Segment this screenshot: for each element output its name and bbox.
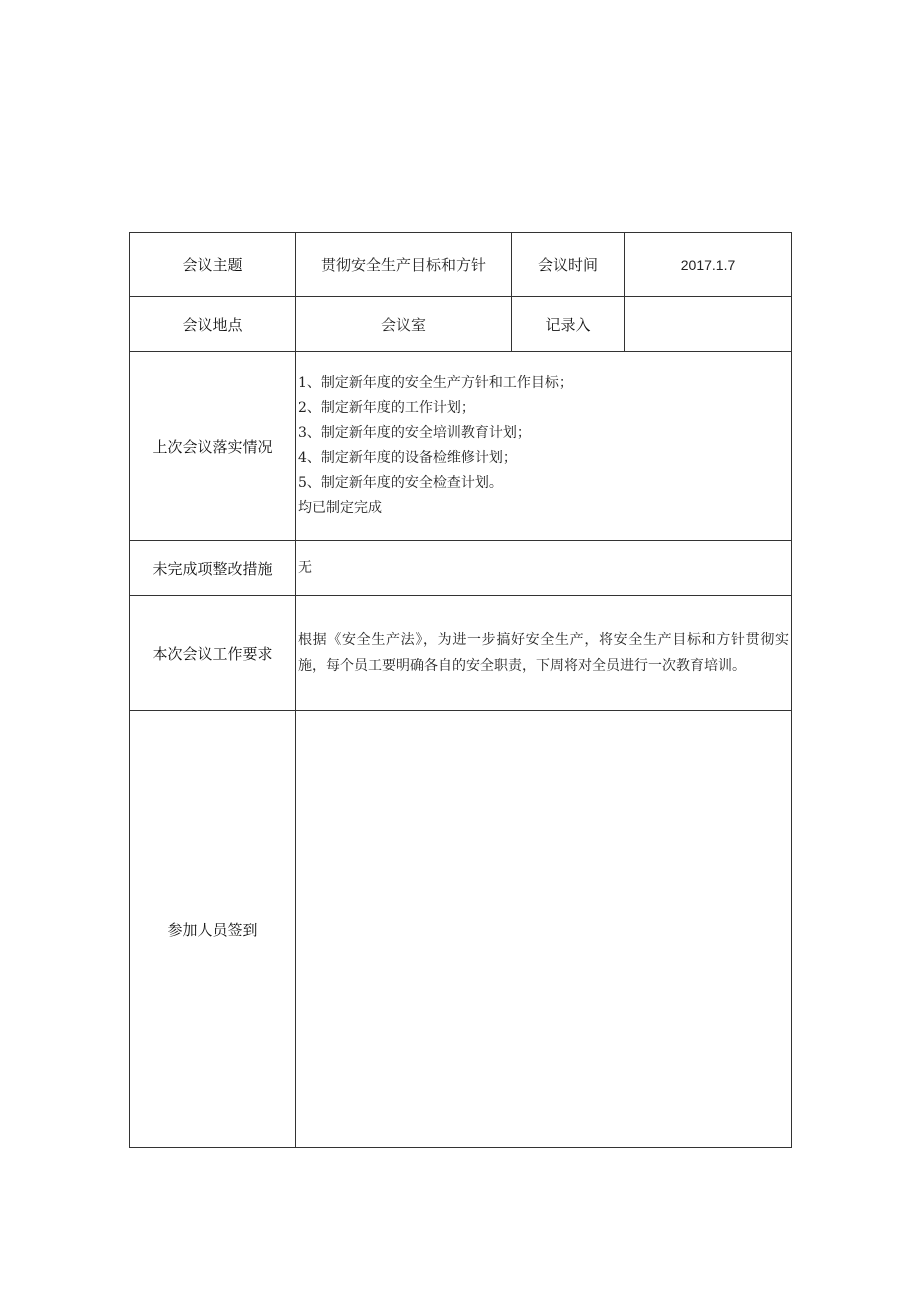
- requirements-content: [296, 596, 792, 711]
- row-attendees: [130, 711, 792, 1148]
- time-value: 2017.1.7: [625, 233, 792, 297]
- list-item: 2、制定新年度的工作计划；: [298, 400, 475, 416]
- location-value: 会议室: [296, 297, 512, 352]
- topic-value: 贯彻安全生产目标和方针: [296, 233, 512, 297]
- attendees-signature-area[interactable]: [296, 711, 792, 1148]
- requirements-text: 根据《安全生产法》，为进一步搞好安全生产，将安全生产目标和方针贯彻实施，每个员工要明确各自的安全职责，下周将对全员进行一次教育培训。: [298, 632, 789, 674]
- row-last-meeting: [130, 352, 792, 541]
- list-item: 3、制定新年度的安全培训教育计划；: [298, 425, 531, 441]
- unfinished-value: 无: [296, 541, 792, 596]
- requirements-label: 本次会议工作要求: [130, 596, 296, 711]
- row-topic: [130, 233, 792, 297]
- meeting-record-table: [129, 232, 792, 1148]
- list-item: 1、制定新年度的安全生产方针和工作目标；: [298, 375, 573, 391]
- recorder-value: [625, 297, 792, 352]
- location-label: 会议地点: [130, 297, 296, 352]
- row-requirements: [130, 596, 792, 711]
- list-item: 5、制定新年度的安全检查计划。: [298, 475, 503, 491]
- attendees-label: 参加人员签到: [130, 711, 296, 1148]
- list-item: 4、制定新年度的设备检维修计划；: [298, 450, 517, 466]
- topic-label: 会议主题: [130, 233, 296, 297]
- last-meeting-content: [296, 352, 792, 541]
- unfinished-label: 未完成项整改措施: [130, 541, 296, 596]
- last-meeting-label: 上次会议落实情况: [130, 352, 296, 541]
- time-label: 会议时间: [512, 233, 625, 297]
- list-item: 均已制定完成: [298, 500, 382, 516]
- row-unfinished: [130, 541, 792, 596]
- row-location: [130, 297, 792, 352]
- recorder-label: 记录入: [512, 297, 625, 352]
- last-meeting-list: [298, 371, 789, 521]
